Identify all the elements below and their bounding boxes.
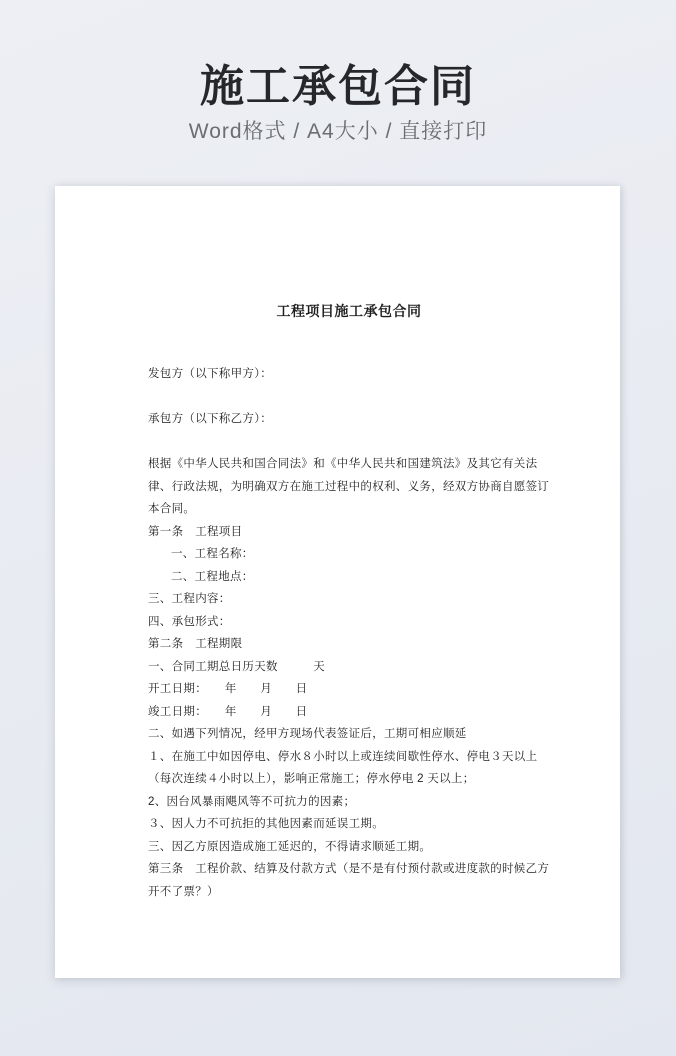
document-line: 二、如遇下列情况，经甲方现场代表签证后，工期可相应顺延 — [148, 728, 467, 740]
document-line: 本合同。 — [148, 503, 196, 515]
document-title: 工程项目施工承包合同 — [276, 303, 422, 319]
document-line: 第二条 工程期限 — [148, 638, 243, 650]
document-line: 四、承包形式： — [148, 615, 231, 628]
document-line: ３、因人力不可抗拒的其他因素而延误工期。 — [148, 818, 384, 830]
document-line: 一、工程名称： — [171, 548, 254, 560]
document-line: 2、因台风暴雨飓风等不可抗力的因素； — [148, 795, 356, 808]
document-line: 竣工日期： 年 月 日 — [148, 705, 308, 718]
page-title: 施工承包合同 — [200, 62, 476, 111]
document-line: 开工日期： 年 月 日 — [148, 683, 308, 695]
document-line: 一、合同工期总日历天数 天 — [148, 660, 325, 673]
document-line: 三、工程内容： — [148, 593, 231, 605]
document-line: 第一条 工程项目 — [148, 525, 243, 538]
hero-header — [0, 0, 676, 146]
document-line: 三、因乙方原因造成施工延迟的，不得请求顺延工期。 — [148, 840, 432, 853]
document-line: 二、工程地点： — [171, 570, 254, 583]
document-line: 承包方（以下称乙方）： — [148, 413, 273, 425]
document-line: 根据《中华人民共和国合同法》和《中华人民共和国建筑法》及其它有关法 — [148, 458, 538, 470]
document-line: 律、行政法规，为明确双方在施工过程中的权利、义务，经双方协商自愿签订 — [148, 480, 550, 493]
document-line: １、在施工中如因停电、停水８小时以上或连续间歇性停水、停电３天以上 — [148, 750, 538, 763]
document-line: （每次连续４小时以上），影响正常施工；停水停电 2 天以上； — [148, 773, 475, 785]
page-subtitle: Word格式 / A4大小 / 直接打印 — [188, 120, 488, 143]
document-line: 第三条 工程价款、结算及付款方式（是不是有付预付款或进度款的时候乙方 — [148, 863, 550, 875]
document-page — [55, 186, 620, 978]
document-line: 开不了票？） — [148, 885, 219, 898]
document-line: 发包方（以下称甲方）： — [148, 368, 273, 380]
document-body — [148, 363, 550, 903]
